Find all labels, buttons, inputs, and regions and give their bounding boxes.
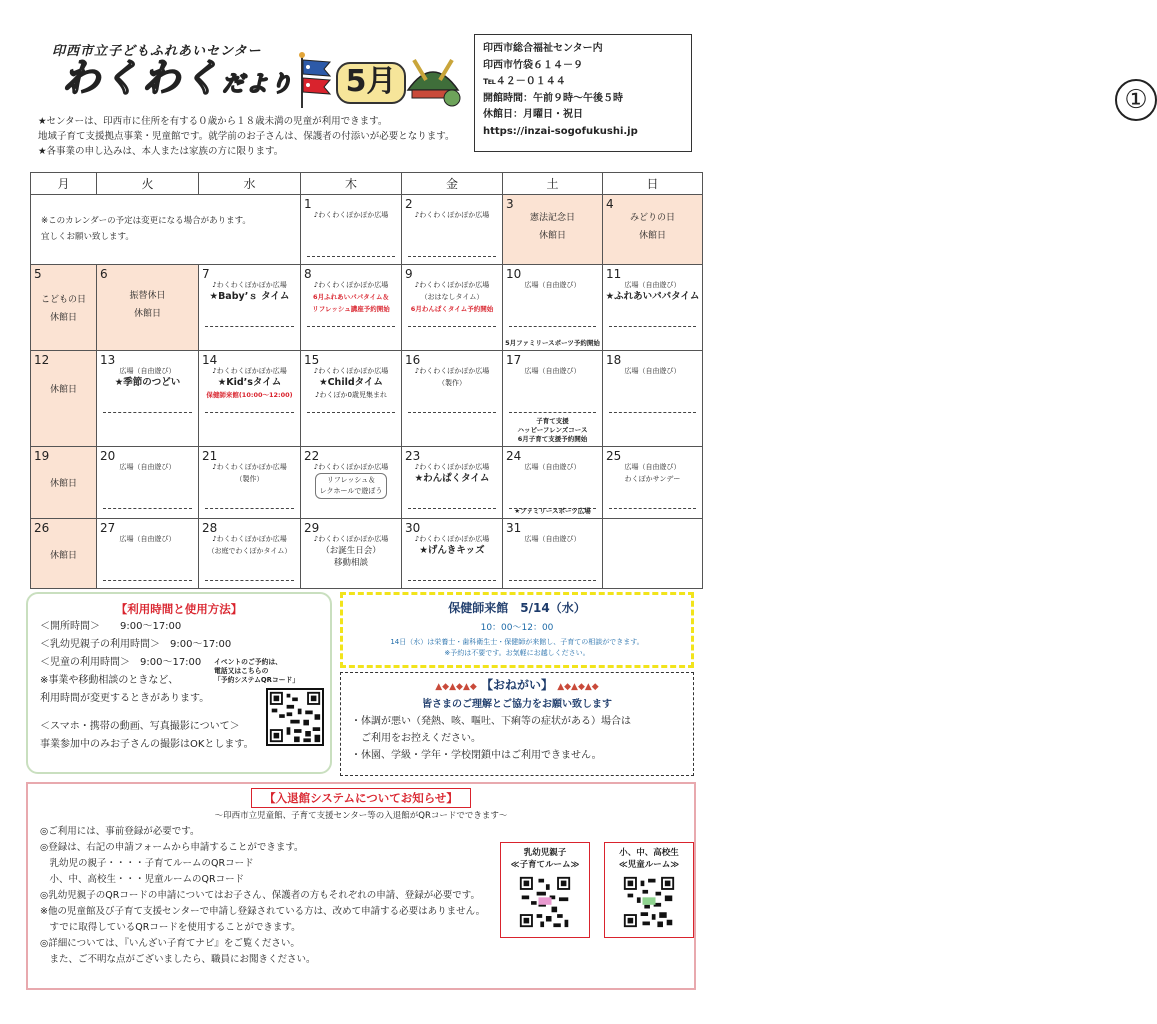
- event-highlight: ★季節のつどい: [114, 377, 181, 388]
- day-number: 27: [100, 521, 116, 535]
- entry-system-subtitle: ～印西市立児童館、子育て支援センター等の入退館がQRコードでできます～: [214, 811, 508, 821]
- divider: [205, 412, 294, 413]
- divider: [205, 580, 294, 581]
- day-cell-18: [603, 351, 703, 447]
- day-number: 29: [304, 521, 320, 535]
- intro-text: [38, 114, 478, 159]
- closed-label: 休館日: [538, 231, 566, 241]
- day-number: 31: [506, 521, 522, 535]
- event: ♪わくわくぽかぽか広場: [313, 367, 389, 375]
- day-number: 13: [100, 353, 116, 367]
- day-cell-7: [199, 265, 301, 351]
- day-number: 10: [506, 267, 522, 281]
- divider: [205, 508, 294, 509]
- closed-label: 休館日: [49, 479, 77, 489]
- event: ♪わくわくぽかぽか広場: [414, 281, 490, 289]
- info-address: 印西市竹袋６１４－９: [483, 59, 583, 71]
- event: ♪わくわくぽかぽか広場: [414, 535, 490, 543]
- day-cell-27: [97, 519, 199, 589]
- calendar-week-row: [31, 195, 703, 265]
- event: ♪わくわくぽかぽか広場: [414, 463, 490, 471]
- day-cell-15: [301, 351, 402, 447]
- info-phone: ℡４２－０１４４: [483, 76, 566, 87]
- usage-line: 利用時間が変更するときがあります。: [40, 693, 210, 704]
- event: わくぽかサンデー: [624, 475, 681, 483]
- closed-label: 休館日: [638, 231, 666, 241]
- day-header-fri: 金: [402, 173, 503, 195]
- day-number: 20: [100, 449, 116, 463]
- day-cell-25: [603, 447, 703, 519]
- divider: [408, 508, 496, 509]
- calendar-notice: [31, 195, 301, 265]
- day-cell-28: [199, 519, 301, 589]
- event: ♪わくわくぽかぽか広場: [212, 535, 287, 543]
- day-header-sat: 土: [503, 173, 603, 195]
- request-title: 【おねがい】: [480, 678, 553, 692]
- day-number: 6: [100, 267, 108, 281]
- month-badge: 5月: [336, 62, 406, 104]
- divider: [205, 326, 294, 327]
- center-name: 印西市立子どもふれあいセンター: [52, 44, 262, 59]
- calendar-header-row: [31, 173, 703, 195]
- divider: [103, 412, 192, 413]
- qr-box-title: 乳幼児親子: [523, 848, 567, 858]
- event-highlight: ★ふれあいパパタイム: [605, 291, 700, 302]
- day-number: 28: [202, 521, 218, 535]
- qr-box-students: [604, 842, 694, 938]
- day-header-sun: 日: [603, 173, 703, 195]
- divider: [509, 412, 596, 413]
- day-cell-5: [31, 265, 97, 351]
- intro-line: ★各事業の申し込みは、本人または家族の方に限ります。: [38, 146, 284, 157]
- usage-line: ＜乳幼児親子の利用時間＞ 9:00～17:00: [40, 639, 232, 650]
- closed-label: 休館日: [49, 385, 77, 395]
- usage-title: 【利用時間と使用方法】: [115, 602, 243, 616]
- event-highlight: ★Childタイム: [319, 377, 383, 388]
- divider: [609, 412, 696, 413]
- event: 広場（自由遊び）: [524, 281, 581, 289]
- kabuto-icon: [404, 50, 462, 108]
- event: ♪わくわくぽかぽか広場: [212, 281, 287, 289]
- event: （製作）: [235, 475, 264, 483]
- entry-line: ◎登録は、右記の申請フォームから申請することができます。: [40, 842, 304, 853]
- divider: [103, 580, 192, 581]
- event-highlight: ★げんきキッズ: [419, 545, 485, 556]
- closed-label: 休館日: [133, 309, 161, 319]
- entry-line: また、ご不明な点がございましたら、職員にお聞きください。: [40, 954, 316, 965]
- day-number: 19: [34, 449, 50, 463]
- day-cell-19: [31, 447, 97, 519]
- day-number: 15: [304, 353, 320, 367]
- logo-small-text: だより: [222, 72, 295, 97]
- day-cell-30: [402, 519, 503, 589]
- issue-number: ①: [1115, 79, 1157, 121]
- day-number: 7: [202, 267, 210, 281]
- day-number: 12: [34, 353, 50, 367]
- nurse-desc-line: 14日（水）は栄養士・歯科衛生士・保健師が来館し、子育ての相談ができます。: [390, 638, 644, 646]
- day-cell-1: [301, 195, 402, 265]
- day-header-mon: 月: [31, 173, 97, 195]
- day-number: 17: [506, 353, 522, 367]
- entry-line: ◎乳幼児親子のQRコードの申請についてはお子さん、保護者の方もそれぞれの申請、登録が必要です。: [40, 890, 480, 901]
- event: ♪わくわくぽかぽか広場: [212, 367, 287, 375]
- event: リフレッシュ＆: [326, 476, 376, 484]
- event: 広場（自由遊び）: [624, 463, 681, 471]
- reservation-notice: リフレッシュ講座予約開始: [312, 305, 390, 313]
- event: （製作）: [438, 379, 466, 387]
- day-cell-20: [97, 447, 199, 519]
- event: ★ファミリースポーツ広場: [514, 507, 591, 515]
- logo-main-text: わくわく: [62, 56, 223, 100]
- day-cell-17: [503, 351, 603, 447]
- qr-note-line: 電話又はこちらの: [214, 667, 269, 675]
- reservation-notice: 6月ふれあいパパタイム＆: [313, 293, 389, 301]
- reservation-qr-code-icon[interactable]: [266, 688, 324, 746]
- divider: [307, 412, 395, 413]
- notice-line: 宜しくお願い致します。: [41, 232, 134, 242]
- center-info-box: [474, 34, 1148, 152]
- day-cell-13: [97, 351, 199, 447]
- reservation-qr-note: [214, 658, 299, 685]
- event: ハッピーフレンズコース: [517, 426, 588, 434]
- request-line: ご利用をお控えください。: [351, 733, 481, 744]
- event: ♪わくわくぽかぽか広場: [414, 367, 490, 375]
- request-box: [340, 672, 694, 776]
- day-cell-26: [31, 519, 97, 589]
- day-number: 9: [405, 267, 413, 281]
- intro-line: ★センターは、印西市に住所を有する０歳から１８歳未満の児童が利用できます。: [38, 116, 388, 127]
- qr-box-parent-child: [500, 842, 590, 938]
- day-cell-10: [503, 265, 603, 351]
- day-header-tue: 火: [97, 173, 199, 195]
- day-number: 11: [606, 267, 622, 281]
- usage-line: ※事業や移動相談のときなど、: [40, 675, 179, 686]
- day-cell-16: [402, 351, 503, 447]
- divider: [408, 256, 496, 257]
- newsletter-logo: [62, 56, 294, 107]
- day-cell-14: [199, 351, 301, 447]
- closed-label: 休館日: [49, 551, 77, 561]
- event: 広場（自由遊び）: [524, 463, 581, 471]
- calendar-week-row: [31, 265, 703, 351]
- entry-line: 乳幼児の親子・・・・子育てルームのQRコード: [40, 858, 254, 869]
- day-number: 2: [405, 197, 413, 211]
- divider: [609, 326, 696, 327]
- divider: [103, 508, 192, 509]
- entry-line: ※他の児童館及び子育て支援センターで申請し登録されている方は、改めて申請する必要はありません。: [40, 906, 486, 917]
- day-number: 14: [202, 353, 218, 367]
- entry-line: ◎詳細については、『いんざい子育てナビ』をご覧ください。: [40, 938, 300, 949]
- event: ♪わくわくぽかぽか広場: [414, 211, 490, 219]
- childrens-room-qr-code-icon[interactable]: [622, 875, 676, 929]
- notice-line: ※このカレンダーの予定は変更になる場合があります。: [41, 216, 251, 226]
- reservation-notice: 6月わんぱくタイム予約開始: [410, 305, 494, 313]
- holiday-name: みどりの日: [629, 213, 675, 223]
- event: （お誕生日会）: [321, 546, 381, 556]
- day-cell-23: [402, 447, 503, 519]
- event-highlight: ★Kid’sタイム: [217, 377, 282, 388]
- qr-note-line: 「予約システムQRコード」: [214, 676, 300, 684]
- request-title-row: [351, 677, 683, 696]
- entry-system-title: 【入退館システムについてお知らせ】: [251, 788, 471, 808]
- request-subtitle: 皆さまのご理解とご協力をお願い致します: [422, 699, 612, 710]
- calendar-week-row: [31, 447, 703, 519]
- divider: [408, 580, 496, 581]
- event: ♪わくわくぽかぽか広場: [212, 463, 287, 471]
- day-number: 1: [304, 197, 312, 211]
- divider: [609, 508, 696, 509]
- nurse-visit-notice: 保健師来館(10:00～12:00): [206, 391, 293, 399]
- day-number: 18: [606, 353, 622, 367]
- usage-line: ＜スマホ・携帯の動画、写真撮影について＞: [40, 721, 240, 732]
- closed-label: 休館日: [49, 313, 77, 323]
- reservation-notice: 5月ファミリースポーツ予約開始: [505, 339, 600, 347]
- event-box: [315, 473, 388, 499]
- event: ♪わくわくぽかぽか広場: [313, 281, 389, 289]
- reservation-notice: 6月子育て支援予約開始: [517, 435, 588, 443]
- divider: [307, 256, 395, 257]
- entry-line: すでに取得しているQRコードを使用することができます。: [40, 922, 301, 933]
- divider: [509, 326, 596, 327]
- day-cell-4: [603, 195, 703, 265]
- event: 広場（自由遊び）: [119, 367, 176, 375]
- event: （お庭でわくぽかタイム）: [207, 547, 292, 555]
- day-header-thu: 木: [301, 173, 402, 195]
- day-number: 4: [606, 197, 614, 211]
- day-cell-8: [301, 265, 402, 351]
- usage-line: 事業参加中のみお子さんの撮影はOKとします。: [40, 739, 254, 750]
- event-highlight: ★Baby’ｓ タイム: [209, 291, 290, 302]
- day-cell-31: [503, 519, 603, 589]
- day-cell-29: [301, 519, 402, 589]
- day-cell-empty: [603, 519, 703, 589]
- day-cell-6: [97, 265, 199, 351]
- event: 広場（自由遊び）: [524, 367, 581, 375]
- holiday-name: こどもの日: [40, 295, 86, 305]
- event: レクホールで遊ぼう: [319, 487, 383, 495]
- nurse-visit-description: [347, 637, 687, 659]
- event: 広場（自由遊び）: [119, 535, 176, 543]
- event: ♪わくわくぽかぽか広場: [313, 535, 389, 543]
- nurse-desc-line: ※予約は不要です。お気軽にお越しください。: [444, 649, 590, 657]
- usage-line: ＜児童の利用時間＞ 9:00～17:00: [40, 657, 202, 668]
- day-number: 8: [304, 267, 312, 281]
- nurse-visit-time: 10：00～12：00: [480, 623, 554, 633]
- day-number: 23: [405, 449, 421, 463]
- kabuto-koinobori-decoration-icon: ▲◆▲◆▲◆: [557, 682, 599, 692]
- nurse-visit-box: [340, 592, 694, 668]
- entry-line: 小、中、高校生・・・児童ルームのQRコード: [40, 874, 245, 885]
- calendar-week-row: [31, 351, 703, 447]
- nurse-visit-title: 保健師来館 5/14（水）: [448, 601, 586, 615]
- calendar-table: [30, 172, 703, 589]
- qr-box-subtitle: ≪児童ルーム≫: [618, 860, 680, 870]
- event-highlight: ★わんぱくタイム: [414, 473, 490, 484]
- info-location: 印西市総合福祉センター内: [483, 43, 603, 54]
- entry-line: ◎ご利用には、事前登録が必要です。: [40, 826, 200, 837]
- event: 移動相談: [333, 558, 368, 568]
- day-cell-21: [199, 447, 301, 519]
- divider: [408, 326, 496, 327]
- event: 広場（自由遊び）: [624, 281, 681, 289]
- day-cell-22: [301, 447, 402, 519]
- info-closed-days: 休館日：月曜日・祝日: [483, 109, 583, 120]
- holiday-name: 振替休日: [129, 291, 166, 301]
- day-number: 5: [34, 267, 42, 281]
- koinobori-icon: [298, 52, 334, 108]
- qr-box-title: 小、中、高校生: [619, 848, 679, 858]
- day-number: 22: [304, 449, 320, 463]
- usage-line: ＜開所時間＞ 9:00～17:00: [40, 621, 182, 632]
- holiday-name: 憲法記念日: [529, 213, 575, 223]
- event: 広場（自由遊び）: [624, 367, 681, 375]
- divider: [509, 580, 596, 581]
- intro-line: 地域子育て支援拠点事業・児童館です。就学前のお子さんは、保護者の付添いが必要となります。: [38, 131, 455, 142]
- divider: [307, 326, 395, 327]
- day-number: 26: [34, 521, 50, 535]
- day-cell-9: [402, 265, 503, 351]
- event: ♪わくわくぽかぽか広場: [313, 463, 389, 471]
- day-cell-11: [603, 265, 703, 351]
- day-cell-24: [503, 447, 603, 519]
- info-website[interactable]: https://inzai-sogofukushi.jp: [483, 125, 638, 137]
- day-number: 25: [606, 449, 622, 463]
- day-number: 24: [506, 449, 522, 463]
- day-cell-3: [503, 195, 603, 265]
- event: （おはなしタイム）: [420, 293, 484, 301]
- day-number: 3: [506, 197, 514, 211]
- entry-system-box: [26, 782, 696, 990]
- request-line: ・休園、学級・学年・学校閉鎖中はご利用できません。: [351, 750, 602, 761]
- day-header-wed: 水: [199, 173, 301, 195]
- kabuto-koinobori-decoration-icon: ▲◆▲◆▲◆: [435, 682, 477, 692]
- parenting-room-qr-code-icon[interactable]: [518, 875, 572, 929]
- calendar-week-row: [31, 519, 703, 589]
- day-number: 16: [405, 353, 421, 367]
- event: 広場（自由遊び）: [524, 535, 581, 543]
- day-cell-12: [31, 351, 97, 447]
- divider: [408, 412, 496, 413]
- qr-box-subtitle: ≪子育てルーム≫: [510, 860, 580, 870]
- day-number: 30: [405, 521, 421, 535]
- event: ♪わくわくぽかぽか広場: [313, 211, 389, 219]
- event: ♪わくぽか0歳児集まれ: [315, 391, 387, 399]
- day-cell-2: [402, 195, 503, 265]
- day-number: 21: [202, 449, 218, 463]
- info-hours: 開館時間：午前９時～午後５時: [483, 92, 623, 104]
- event: 広場（自由遊び）: [119, 463, 176, 471]
- event: 子育て支援: [536, 417, 569, 425]
- request-line: ・体調が悪い（発熱、咳、嘔吐、下痢等の症状がある）場合は: [351, 716, 631, 727]
- qr-note-line: イベントのご予約は、: [214, 658, 282, 666]
